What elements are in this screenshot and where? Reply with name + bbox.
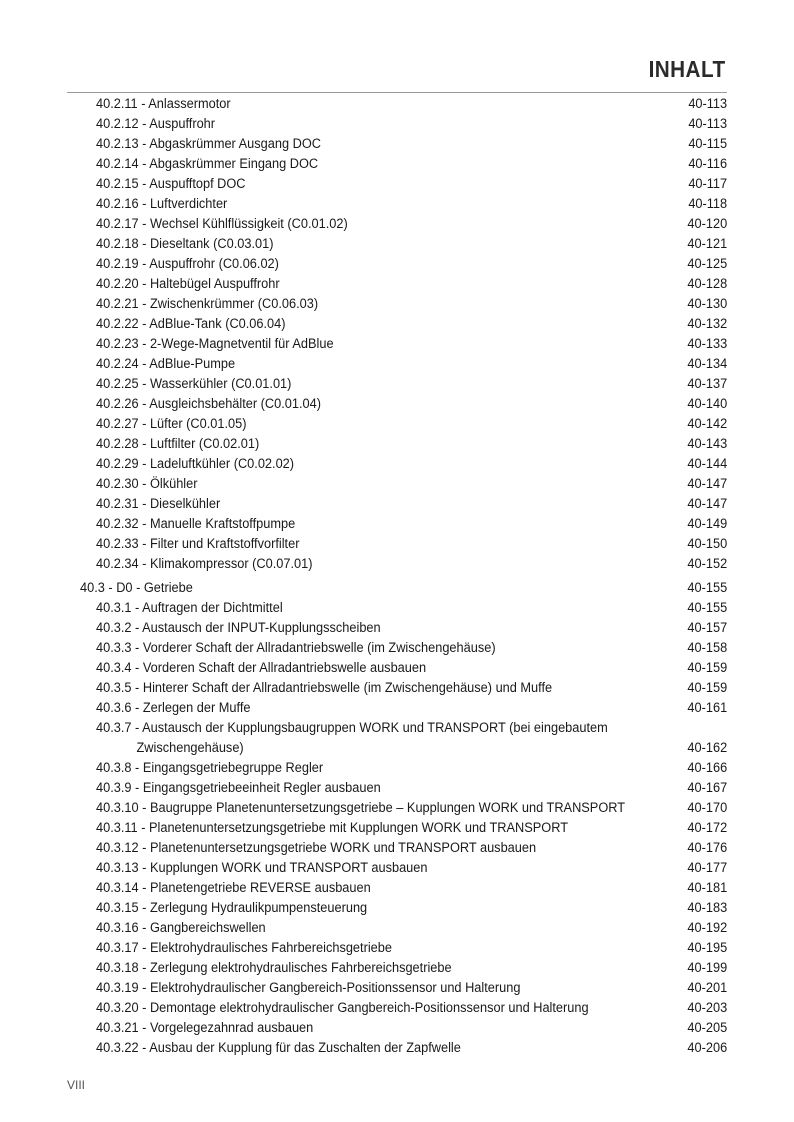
header-divider [67, 92, 727, 93]
toc-entry[interactable] [67, 354, 727, 374]
toc-entry[interactable] [67, 598, 727, 618]
toc-entry-title: 40.3.13 - Kupplungen WORK und TRANSPORT ausbauen [96, 860, 428, 876]
toc-entry[interactable] [67, 918, 727, 938]
toc-entry-title: 40.2.18 - Dieseltank (C0.03.01) [96, 236, 274, 252]
toc-entry[interactable] [67, 294, 727, 314]
toc-entry[interactable] [67, 638, 727, 658]
toc-entry-page: 40-206 [687, 1040, 727, 1056]
toc-entry[interactable] [67, 94, 727, 114]
toc-entry[interactable] [67, 214, 727, 234]
toc-entry-title: 40.2.31 - Dieselkühler [96, 496, 221, 512]
toc-entry[interactable] [67, 334, 727, 354]
toc-entry-title-line2: Zwischengehäuse) [136, 740, 244, 756]
toc-entry-page: 40-155 [687, 580, 727, 596]
toc-entry[interactable] [67, 254, 727, 274]
toc-entry-page: 40-132 [687, 316, 727, 332]
toc-entry[interactable] [67, 534, 727, 554]
toc-entry[interactable] [67, 314, 727, 334]
toc-entry-page: 40-137 [687, 376, 727, 392]
toc-entry-page: 40-177 [687, 860, 727, 876]
toc-entry-page: 40-147 [687, 476, 727, 492]
toc-entry[interactable] [67, 778, 727, 798]
toc-entry-page: 40-118 [688, 196, 727, 212]
toc-entry-title: 40.2.17 - Wechsel Kühlflüssigkeit (C0.01.02) [96, 216, 348, 232]
toc-entry-page: 40-113 [688, 96, 727, 112]
toc-entry-title: 40.2.11 - Anlassermotor [96, 96, 231, 112]
toc-entry-title-line1: 40.3.7 - Austausch der Kupplungsbaugruppen WORK und TRANSPORT (bei eingebautem [96, 720, 608, 736]
toc-entry[interactable] [67, 414, 727, 434]
toc-entry[interactable] [67, 678, 727, 698]
toc-entry-title: 40.2.25 - Wasserkühler (C0.01.01) [96, 376, 292, 392]
toc-entry-page: 40-134 [687, 356, 727, 372]
table-of-contents [67, 94, 727, 1058]
toc-entry-page: 40-176 [687, 840, 727, 856]
toc-entry[interactable] [67, 758, 727, 778]
toc-entry[interactable] [67, 274, 727, 294]
toc-entry-page: 40-142 [687, 416, 727, 432]
toc-entry[interactable] [67, 1038, 727, 1058]
toc-entry-title: 40.2.14 - Abgaskrümmer Eingang DOC [96, 156, 319, 172]
page-title: INHALT [648, 56, 726, 82]
toc-entry-title: 40.2.28 - Luftfilter (C0.02.01) [96, 436, 260, 452]
toc-entry-page: 40-121 [687, 236, 727, 252]
toc-entry-title: 40.2.32 - Manuelle Kraftstoffpumpe [96, 516, 296, 532]
toc-entry[interactable] [67, 114, 727, 134]
toc-entry-page: 40-161 [687, 700, 727, 716]
toc-entry-page: 40-183 [687, 900, 727, 916]
toc-entry-title: 40.3.15 - Zerlegung Hydraulikpumpensteuerung [96, 900, 368, 916]
toc-entry-title: 40.3.22 - Ausbau der Kupplung für das Zuschalten der Zapfwelle [96, 1040, 461, 1056]
toc-entry-title: 40.2.22 - AdBlue-Tank (C0.06.04) [96, 316, 286, 332]
toc-entry-page: 40-143 [687, 436, 727, 452]
toc-entry[interactable] [67, 618, 727, 638]
toc-entry-page: 40-170 [687, 800, 727, 816]
toc-entry-page: 40-199 [687, 960, 727, 976]
toc-entry-title: 40.3.11 - Planetenuntersetzungsgetriebe mit Kupplungen WORK und TRANSPORT [96, 820, 568, 836]
toc-entry[interactable] [67, 494, 727, 514]
toc-entry-title: 40.2.12 - Auspuffrohr [96, 116, 216, 132]
toc-entry-page: 40-172 [687, 820, 727, 836]
toc-entry[interactable] [67, 374, 727, 394]
toc-entry[interactable] [67, 798, 727, 818]
toc-entry-title: 40.3.14 - Planetengetriebe REVERSE ausbauen [96, 880, 371, 896]
toc-entry-title: 40.2.16 - Luftverdichter [96, 196, 228, 212]
toc-entry[interactable] [67, 878, 727, 898]
toc-entry[interactable] [67, 958, 727, 978]
toc-entry-title: 40.3.4 - Vorderen Schaft der Allradantriebswelle ausbauen [96, 660, 427, 676]
toc-entry-title [96, 718, 654, 758]
toc-entry[interactable] [67, 818, 727, 838]
toc-entry-page: 40-113 [688, 116, 727, 132]
toc-entry[interactable] [67, 514, 727, 534]
toc-entry-title: 40.2.13 - Abgaskrümmer Ausgang DOC [96, 136, 321, 152]
page-number: VIII [67, 1078, 86, 1092]
toc-entry-page: 40-115 [688, 136, 727, 152]
toc-entry-page: 40-152 [687, 556, 727, 572]
toc-entry-title: 40.2.33 - Filter und Kraftstoffvorfilter [96, 536, 300, 552]
toc-entry-page: 40-203 [687, 1000, 727, 1016]
toc-entry-page: 40-155 [687, 600, 727, 616]
toc-entry[interactable] [67, 898, 727, 918]
toc-entry-page: 40-159 [687, 660, 727, 676]
toc-entry-page: 40-140 [687, 396, 727, 412]
toc-entry-title: 40.3.1 - Auftragen der Dichtmittel [96, 600, 283, 616]
toc-entry-title: 40.2.30 - Ölkühler [96, 476, 198, 492]
toc-entry-page: 40-128 [687, 276, 727, 292]
toc-entry-title: 40.2.21 - Zwischenkrümmer (C0.06.03) [96, 296, 319, 312]
toc-entry-page: 40-149 [687, 516, 727, 532]
toc-entry-page: 40-150 [687, 536, 727, 552]
toc-entry-title: 40.2.20 - Haltebügel Auspuffrohr [96, 276, 280, 292]
toc-entry-title: 40.3.18 - Zerlegung elektrohydraulisches Fahrbereichsgetriebe [96, 960, 452, 976]
toc-entry-title: 40.2.15 - Auspufftopf DOC [96, 176, 246, 192]
toc-entry-page: 40-158 [687, 640, 727, 656]
toc-entry[interactable] [67, 1018, 727, 1038]
toc-entry-title: 40.3.16 - Gangbereichswellen [96, 920, 266, 936]
toc-entry[interactable] [67, 134, 727, 154]
toc-section-entry[interactable] [67, 578, 727, 598]
toc-entry-page: 40-125 [687, 256, 727, 272]
toc-entry[interactable] [67, 698, 727, 718]
toc-entry-title: 40.3.17 - Elektrohydraulisches Fahrbereichsgetriebe [96, 940, 392, 956]
toc-entry-page: 40-120 [687, 216, 727, 232]
toc-entry-title: 40.2.29 - Ladeluftkühler (C0.02.02) [96, 456, 295, 472]
toc-entry-page: 40-166 [687, 760, 727, 776]
toc-entry-page: 40-117 [688, 176, 727, 192]
toc-entry[interactable] [67, 938, 727, 958]
toc-entry-title: 40.3.12 - Planetenuntersetzungsgetriebe WORK und TRANSPORT ausbauen [96, 840, 537, 856]
toc-entry-title: 40.3.3 - Vorderer Schaft der Allradantriebswelle (im Zwischengehäuse) [96, 640, 496, 656]
toc-entry[interactable] [67, 858, 727, 878]
toc-entry[interactable] [67, 394, 727, 414]
toc-entry[interactable] [67, 554, 727, 574]
toc-entry-page: 40-157 [687, 620, 727, 636]
toc-entry-page: 40-133 [687, 336, 727, 352]
toc-entry[interactable] [67, 978, 727, 998]
toc-entry-page: 40-192 [687, 920, 727, 936]
toc-entry[interactable] [67, 718, 727, 758]
toc-entry-page: 40-130 [687, 296, 727, 312]
toc-entry-title: 40.3.2 - Austausch der INPUT-Kupplungsscheiben [96, 620, 381, 636]
toc-entry-title: 40.3.21 - Vorgelegezahnrad ausbauen [96, 1020, 314, 1036]
toc-entry[interactable] [67, 658, 727, 678]
toc-entry[interactable] [67, 838, 727, 858]
toc-entry-page: 40-205 [687, 1020, 727, 1036]
toc-entry[interactable] [67, 154, 727, 174]
toc-entry-page: 40-144 [687, 456, 727, 472]
toc-entry[interactable] [67, 434, 727, 454]
toc-entry[interactable] [67, 454, 727, 474]
toc-entry-title: 40.3.8 - Eingangsgetriebegruppe Regler [96, 760, 324, 776]
toc-entry-title: 40.2.34 - Klimakompressor (C0.07.01) [96, 556, 313, 572]
toc-entry-title: 40.2.23 - 2-Wege-Magnetventil für AdBlue [96, 336, 334, 352]
toc-entry-title: 40.3.5 - Hinterer Schaft der Allradantriebswelle (im Zwischengehäuse) und Muffe [96, 680, 553, 696]
toc-entry[interactable] [67, 998, 727, 1018]
toc-entry-title: 40.2.24 - AdBlue-Pumpe [96, 356, 236, 372]
toc-entry[interactable] [67, 474, 727, 494]
toc-entry-title: 40.3.20 - Demontage elektrohydraulischer Gangbereich-Positionssensor und Halterung [96, 1000, 589, 1016]
toc-entry-title: 40.3.6 - Zerlegen der Muffe [96, 700, 251, 716]
toc-entry[interactable] [67, 194, 727, 214]
toc-entry-page: 40-116 [688, 156, 727, 172]
toc-entry[interactable] [67, 234, 727, 254]
toc-entry-title: 40.3.19 - Elektrohydraulischer Gangbereich-Positionssensor und Halterung [96, 980, 521, 996]
toc-entry-title: 40.2.26 - Ausgleichsbehälter (C0.01.04) [96, 396, 322, 412]
toc-entry-page: 40-167 [687, 780, 727, 796]
toc-entry-page: 40-162 [687, 740, 727, 756]
toc-entry-page: 40-195 [687, 940, 727, 956]
toc-entry[interactable] [67, 174, 727, 194]
toc-entry-page: 40-159 [687, 680, 727, 696]
toc-entry-page: 40-201 [687, 980, 727, 996]
toc-entry-title: 40.3.10 - Baugruppe Planetenuntersetzungsgetriebe – Kupplungen WORK und TRANSPORT [96, 800, 626, 816]
toc-entry-page: 40-181 [687, 880, 727, 896]
toc-entry-title: 40.3.9 - Eingangsgetriebeeinheit Regler ausbauen [96, 780, 381, 796]
toc-entry-title: 40.2.27 - Lüfter (C0.01.05) [96, 416, 247, 432]
toc-entry-page: 40-147 [687, 496, 727, 512]
toc-entry-title: 40.2.19 - Auspuffrohr (C0.06.02) [96, 256, 279, 272]
toc-section-title: 40.3 - D0 - Getriebe [80, 580, 193, 596]
